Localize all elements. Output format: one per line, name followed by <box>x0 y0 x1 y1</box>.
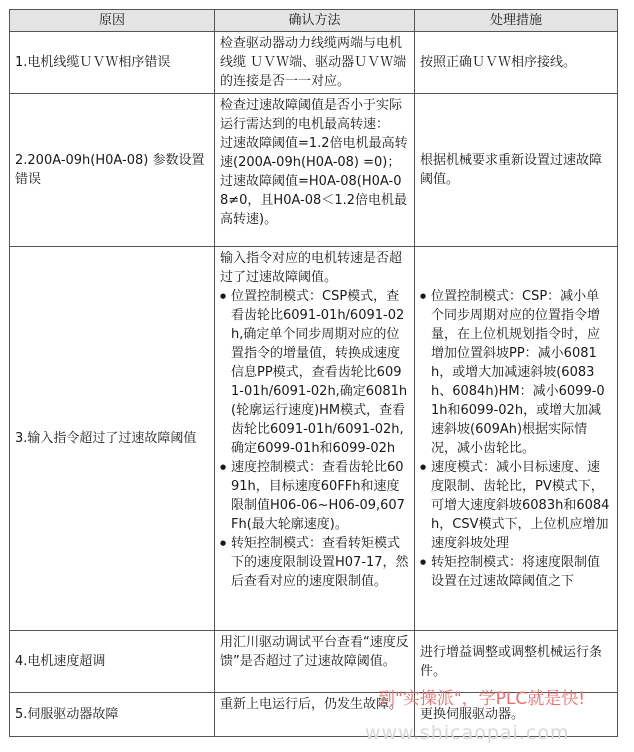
check-text: 检查过速故障阈值是否小于实际运行需达到的电机最高转速： <box>220 98 403 132</box>
check-cell <box>215 32 415 94</box>
watermark-slogan: 到"实操派"，学PLC就是快! <box>378 689 586 709</box>
list-item: ● 转矩控制模式：将速度限制值设置在过速故障阈值之下 <box>420 553 612 591</box>
check-text: 用汇川驱动调试平台查看“速度反馈”是否超过了过速故障阈值。 <box>220 635 409 669</box>
action-bullet-list <box>420 287 612 591</box>
header-cause: 原因 <box>10 10 215 32</box>
cause-cell: 3.输入指令超过了过速故障阈值 <box>10 247 215 631</box>
action-cell: 根据机械要求重新设置过速故障阈值。 <box>415 94 618 247</box>
check-text: 过速故障阈值=1.2倍电机最高转速(200A-09h(H0A-08) =0)； <box>220 136 408 170</box>
list-item: ● 转矩控制模式：查看转矩模式下的速度限制设置H07-17，然后查看对应的速度限制值。 <box>220 534 409 591</box>
check-cell <box>215 247 415 631</box>
list-item: ● 位置控制模式：CSP：减小单个同步周期对应的位置指令增量，在上位机规划指令时，应增加位置斜坡PP：减小6081h，或增大加减速斜坡(6083h、6084h)HM：减小6099-01h和6099-02h，或增大加减速斜坡(609Ah)根据实际情况，减小齿轮比。 <box>420 287 612 458</box>
table-row <box>10 32 618 94</box>
check-text: 过速故障阈值=H0A-08(H0A-08≠0，且H0A-08＜1.2倍电机最高转速)。 <box>220 174 407 227</box>
action-cell: 进行增益调整或调整机械运行条件。 <box>415 631 618 693</box>
list-item: ● 速度模式：减小目标速度、速度限制、齿轮比，PV模式下，可增大速度斜坡6083h和6084h，CSV模式下，上位机应增加速度斜坡处理 <box>420 458 612 553</box>
cause-cell: 5.伺服驱动器故障 <box>10 693 215 737</box>
fault-table <box>9 9 618 737</box>
table-row <box>10 247 618 631</box>
action-cell: 更换伺服驱动器。 <box>415 693 618 737</box>
action-cell <box>415 247 618 631</box>
header-check-method: 确认方法 <box>215 10 415 32</box>
check-cell <box>215 94 415 247</box>
check-text: 输入指令对应的电机转速是否超过了过速故障阈值。 <box>220 251 403 285</box>
check-text: 重新上电运行后，仍发生故障。 <box>220 697 403 712</box>
header-action: 处理措施 <box>415 10 618 32</box>
list-item: ● 位置控制模式：CSP模式，查看齿轮比6091-01h/6091-02h,确定单个同步周期对应的位置指令的增量值，转换成速度信息PP模式，查看齿轮比6091-01h/6091-02h,确定6081h(轮廓运行速度)HM模式，查看齿轮比6091-01h/6091-02h,确定6099-01h和6099-02h <box>220 287 409 458</box>
table-row <box>10 94 618 247</box>
cause-cell: 1.电机线缆ＵＶＷ相序错误 <box>10 32 215 94</box>
list-item: ● 速度控制模式：查看齿轮比6091h，目标速度60FFh和速度限制值H06-06~H06-09,607Fh(最大轮廓速度)。 <box>220 458 409 534</box>
action-cell: 按照正确ＵＶＷ相序接线。 <box>415 32 618 94</box>
watermark-url: www.shicaopai.com <box>365 722 570 744</box>
check-bullet-list <box>220 287 409 591</box>
cause-cell: 4.电机速度超调 <box>10 631 215 693</box>
table-header-row <box>10 10 618 32</box>
check-text: 检查驱动器动力线缆两端与电机线缆 ＵＶＷ端、驱动器ＵＶＷ端的连接是否一一对应。 <box>220 36 407 89</box>
cause-cell: 2.200A-09h(H0A-08) 参数设置错误 <box>10 94 215 247</box>
